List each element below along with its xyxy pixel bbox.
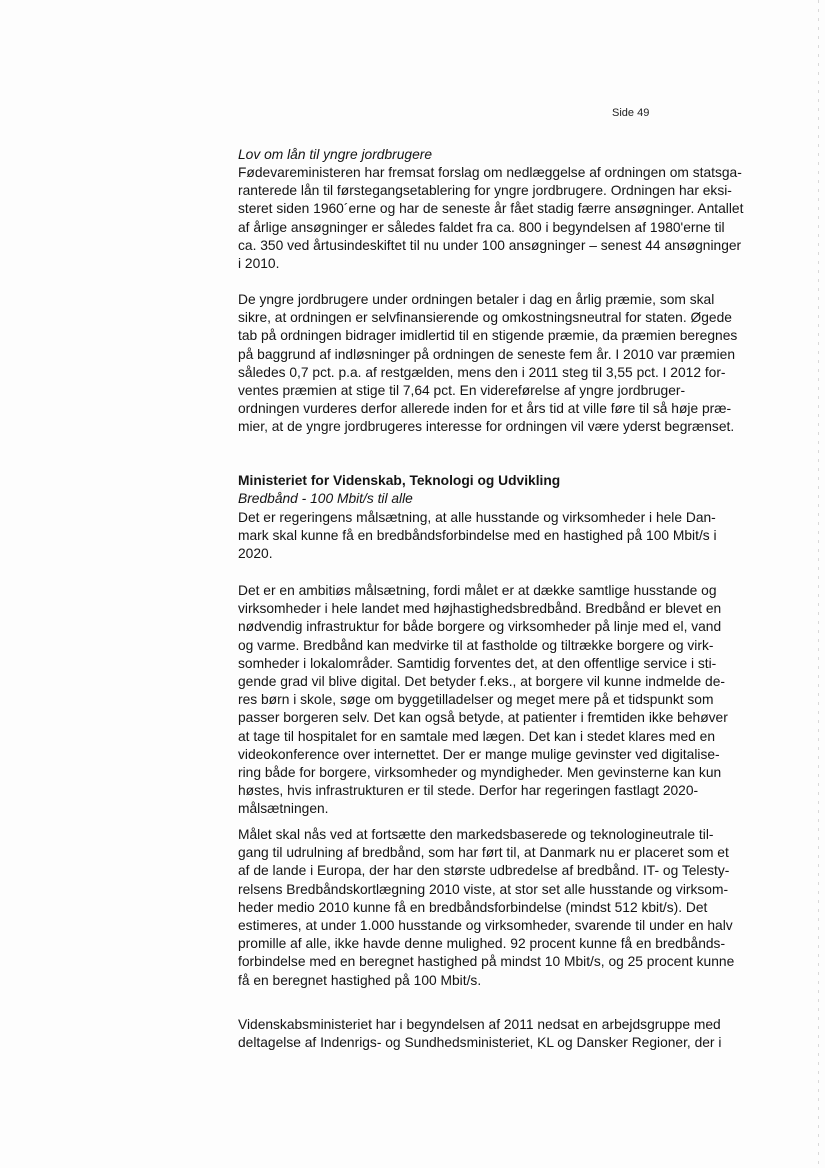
text-line: i 2010. [238, 255, 280, 271]
paragraph-science-4 [238, 1016, 758, 1052]
text-line: forbindelse med en beregnet hastighed på mindst 10 Mbit/s, og 25 procent kunne [238, 954, 735, 970]
text-line: på baggrund af indløsninger på ordningen de seneste fem år. I 2010 var præmien [238, 346, 736, 362]
text-line: ordningen vurderes derfor allerede inden for et års tid at ville føre til så høje præ- [238, 401, 732, 417]
text-line: målsætningen. [238, 801, 329, 817]
section-heading: Lov om lån til yngre jordbrugere [238, 147, 433, 162]
text-line: at tage til hospitalet for en samtale med lægen. Det kan i stedet klares med en [238, 728, 716, 744]
text-line: af de lande i Europa, der har den største udbredelse af bredbånd. IT- og Telesty- [238, 863, 730, 879]
text-line: sikre, at ordningen er selvfinansierende og omkostningsneutral for staten. Øgede [238, 310, 732, 326]
text-line: gang til udrulning af bredbånd, som har ført til, at Danmark nu er placeret som et [238, 845, 729, 861]
text-line: De yngre jordbrugere under ordningen betaler i dag en årlig præmie, som skal [238, 292, 715, 307]
text-line: ranterede lån til førstegangsetablering for yngre jordbrugere. Ordningen har eksi- [238, 183, 732, 199]
text-line: relsens Bredbåndskortlægning 2010 viste, at stor set alle husstande og virksom- [238, 881, 729, 897]
text-line: Videnskabsministeriet har i begyndelsen af 2011 nedsat en arbejdsgruppe med [238, 1017, 721, 1032]
paragraph-food-2 [238, 291, 758, 437]
text-line: steret siden 1960´erne og har de seneste år fået stadig færre ansøgninger. Antallet [238, 201, 744, 217]
text-line: ca. 350 ved årtusindeskiftet til nu under 100 ansøgninger – senest 44 ansøgninger [238, 237, 742, 253]
text-line: res børn i skole, søge om byggetilladelser og meget mere på et tidspunkt som [238, 692, 714, 708]
text-line: estimeres, at under 1.000 husstande og virksomheder, svarende til under en halv [238, 917, 733, 933]
text-line: få en beregnet hastighed på 100 Mbit/s. [238, 972, 482, 988]
section-food-heading-block [238, 146, 758, 164]
text-line: somheder i lokalområder. Samtidig forventes det, at den offentlige service i sti- [238, 655, 717, 671]
scan-edge-line [818, 0, 819, 1168]
text-line: gende grad vil blive digital. Det betyder f.eks., at borgere vil kunne indmelde de- [238, 673, 726, 689]
text-line: Det er regeringens målsætning, at alle husstande og virksomheder i hele Dan- [238, 510, 716, 525]
text-line: og varme. Bredbånd kan medvirke til at fastholde og tiltrække borgere og virk- [238, 637, 714, 653]
text-line: af årlige ansøgninger er således faldet fra ca. 800 i begyndelsen af 1980'erne til [238, 219, 725, 235]
text-line: videokonference over internettet. Der er mange mulige gevinster ved digitalise- [238, 746, 720, 762]
text-line: ventes præmien at stige til 7,64 pct. En videreførelse af yngre jordbruger- [238, 382, 686, 398]
text-line: Fødevareministeren har fremsat forslag om nedlæggelse af ordningen om statsga- [238, 165, 742, 180]
text-line: høstes, hvis infrastrukturen er til stede. Derfor har regeringen fastlagt 2020- [238, 783, 699, 799]
section-science-heading-block [238, 472, 758, 508]
page-number: Side 49 [612, 107, 650, 119]
text-line: Det er en ambitiøs målsætning, fordi målet er at dække samtlige husstande og [238, 583, 717, 598]
text-line: 2020. [238, 546, 273, 562]
text-line: Målet skal nås ved at fortsætte den markedsbaserede og teknologineutrale til- [238, 827, 714, 842]
text-line: passer borgeren selv. Det kan også betyde, at patienter i fremtiden ikke behøver [238, 710, 728, 726]
paragraph-food-1 [238, 164, 758, 273]
text-line: således 0,7 pct. p.a. af restgælden, mens den i 2011 steg til 3,55 pct. I 2012 for- [238, 364, 726, 380]
section-subheading: Bredbånd - 100 Mbit/s til alle [238, 491, 413, 507]
text-line: deltagelse af Indenrigs- og Sundhedsministeriet, KL og Dansker Regioner, der i [238, 1035, 722, 1051]
paragraph-science-1 [238, 509, 758, 564]
text-line: mark skal kunne få en bredbåndsforbindelse med en hastighed på 100 Mbit/s i [238, 528, 717, 544]
text-line: tab på ordningen bidrager imidlertid til en stigende præmie, da præmien beregnes [238, 328, 738, 344]
paragraph-science-3 [238, 826, 758, 990]
text-line: virksomheder i hele landet med højhastighedsbredbånd. Bredbånd er blevet en [238, 601, 722, 617]
text-line: promille af alle, ikke havde denne mulighed. 92 procent kunne få en bredbånds- [238, 936, 726, 952]
ministry-heading: Ministeriet for Videnskab, Teknologi og Udvikling [238, 473, 561, 488]
text-line: mier, at de yngre jordbrugeres interesse for ordningen vil være yderst begrænset. [238, 419, 735, 435]
text-line: heder medio 2010 kunne få en bredbåndsforbindelse (mindst 512 kbit/s). Det [238, 899, 708, 915]
text-line: nødvendig infrastruktur for både borgere og virksomheder på linje med el, vand [238, 619, 722, 635]
text-line: ring både for borgere, virksomheder og myndigheder. Men gevinsterne kan kun [238, 764, 722, 780]
paragraph-science-2 [238, 582, 758, 818]
